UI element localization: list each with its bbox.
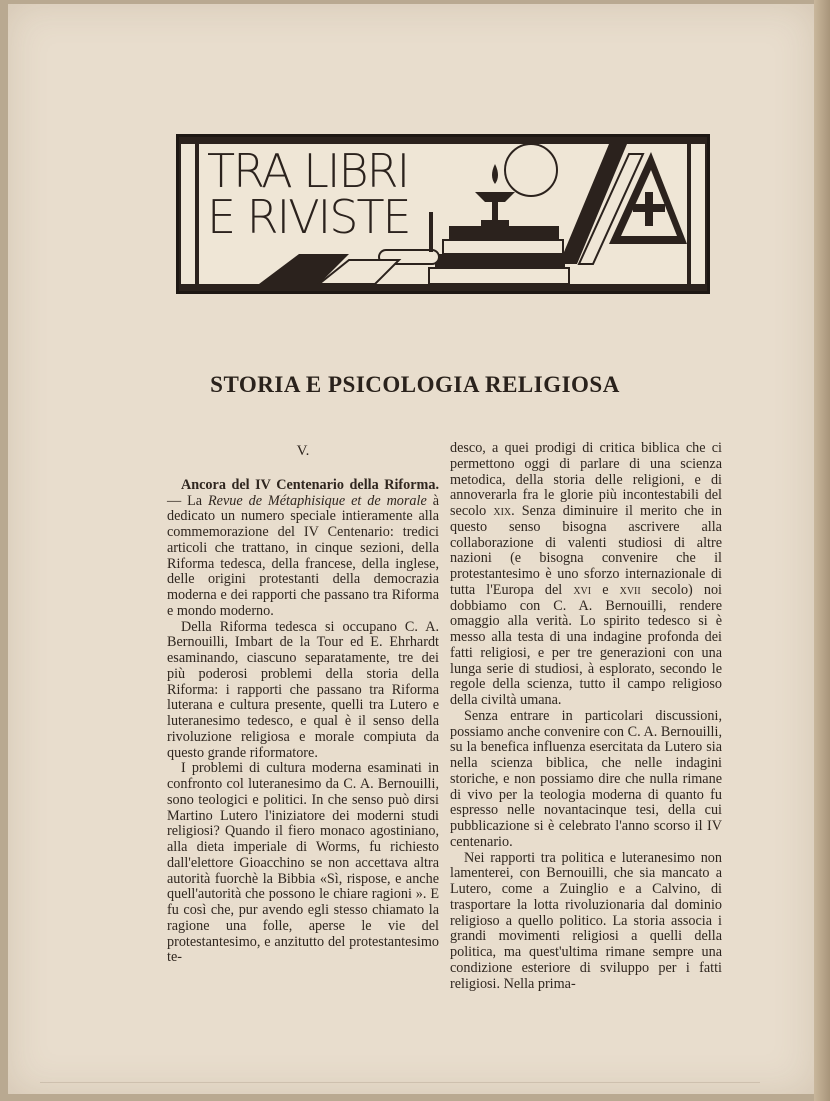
journal-title: Revue de Métaphisique et de morale [208,492,427,509]
left-paragraph-3: I problemi di cultura moderna esaminati in confronto col luteranesimo da C. A. Bernouilli, sono teologici e politici. In che senso può dirsi Martino Lutero l'iniziatore dei moderni studi religiosi? Quando il fiero monaco agostiniano, alla dieta imperiale di Worms, fu richiesto dall'elettore Gioacchino se non accettava altra autorità fuorchè la Bibbia «Sì, rispose, e anche quell'autorità che possono le chiare ragioni ». E fu così che, pur avendo egli stesso chiamato la ragione una folle, aperse le vie del protestantesimo, e anzitutto del protestantesimo te- [167,760,439,966]
banner-title-line2: E RIVISTE [207,190,410,244]
century-numeral: xvii [619,581,641,598]
banner-panel [199,144,687,284]
century-numeral: xix [493,503,512,519]
paragraph-text: desco, a quei prodigi di critica biblica che ci permettono oggi di parlare di una scienza metodica, della storia delle religioni, e di annoverarla fra le glorie più incontestabili del secolo [450,440,722,519]
banner-right-ornament [691,144,705,284]
paragraph-lead: Ancora del IV Centenario della Riforma. [181,476,439,493]
paragraph-text: . Senza diminuire il merito che in questo senso bisogna ascrivere alla collaborazione di valenti studiosi di altre nazioni (e bisogna convenire che il protestantesimo è uno sforzo internazionale di tutta l'Europa del [450,503,722,598]
paragraph-text: à dedicato un numero speciale intieramente alla commemorazione del IV Centenario: tredici articoli che trattano, in cinque sezioni, della Riforma tedesca, della francese, della inglese, delle origini protestanti della democrazia moderna e dei rapporti che passano tra Riforma e mondo moderno. [167,492,439,619]
paragraph-dash: — La [167,492,209,509]
left-paragraph-2: Della Riforma tedesca si occupano C. A. Bernouilli, Imbart de la Tour ed E. Ehrhardt esaminando, ciascuno separatamente, tre dei più poderosi problemi della storia della Riforma: i rapporti che passano tra Riforma luterana e cultura presente, quelli tra Lutero e luteranesimo tedesco, e qual è il senso della rivoluzione religiosa e morale compiuta da questo grande riformatore. [167,618,439,761]
paragraph-text: e [591,581,620,598]
section-banner [176,134,710,294]
bottom-rule [40,1082,760,1083]
banner-title-line1: TRA LIBRI [207,144,409,198]
right-column [450,441,722,992]
left-paragraph-1 [167,478,439,620]
page-title: STORIA E PSICOLOGIA RELIGIOSA [210,372,620,397]
left-column [167,444,439,966]
books-illustration [199,144,687,284]
right-paragraph-2: Senza entrare in particolari discussioni, possiamo anche convenire con C. A. Bernouilli, su la benefica influenza esercitata da Lutero sia nella scienza biblica, che nelle indagini storiche, e non possiamo dire che nulla rimane di vivo per la teologia moderna di quanto fu espresso nelle novantacinque tesi, della cui pubblicazione si è celebrato l'anno scorso il IV centenario. [450,707,722,850]
section-number: V. [296,443,310,459]
right-paragraph-3: Nei rapporti tra politica e luteranesimo non lamenterei, con Bernouilli, che sia mancato a Lutero, come a Zuinglio e a Calvino, di trasportare la lotta rivoluzionaria dal dominio religioso a quello politico. La storia associa i grandi movimenti religiosi a quelli della politica, ma quest'ultima rimane sempre una condizione esteriore di sviluppo per i fatti religiosi. Nella prima- [450,849,722,992]
banner-left-ornament [181,144,195,284]
paragraph-text: secolo) noi dobbiamo con C. A. Bernouilli, rendere omaggio alla verità. Lo spirito tedesco si è messo alla testa di una indagine profonda dei fatti religiosi, e per tre generazioni con una lunga serie di studiosi, à esplorato, secondo le regole della scienza, tutto il campo religioso della civiltà umana. [450,581,722,708]
century-numeral: xvi [573,581,592,598]
page-edge [814,0,830,1101]
right-paragraph-1 [450,441,722,709]
